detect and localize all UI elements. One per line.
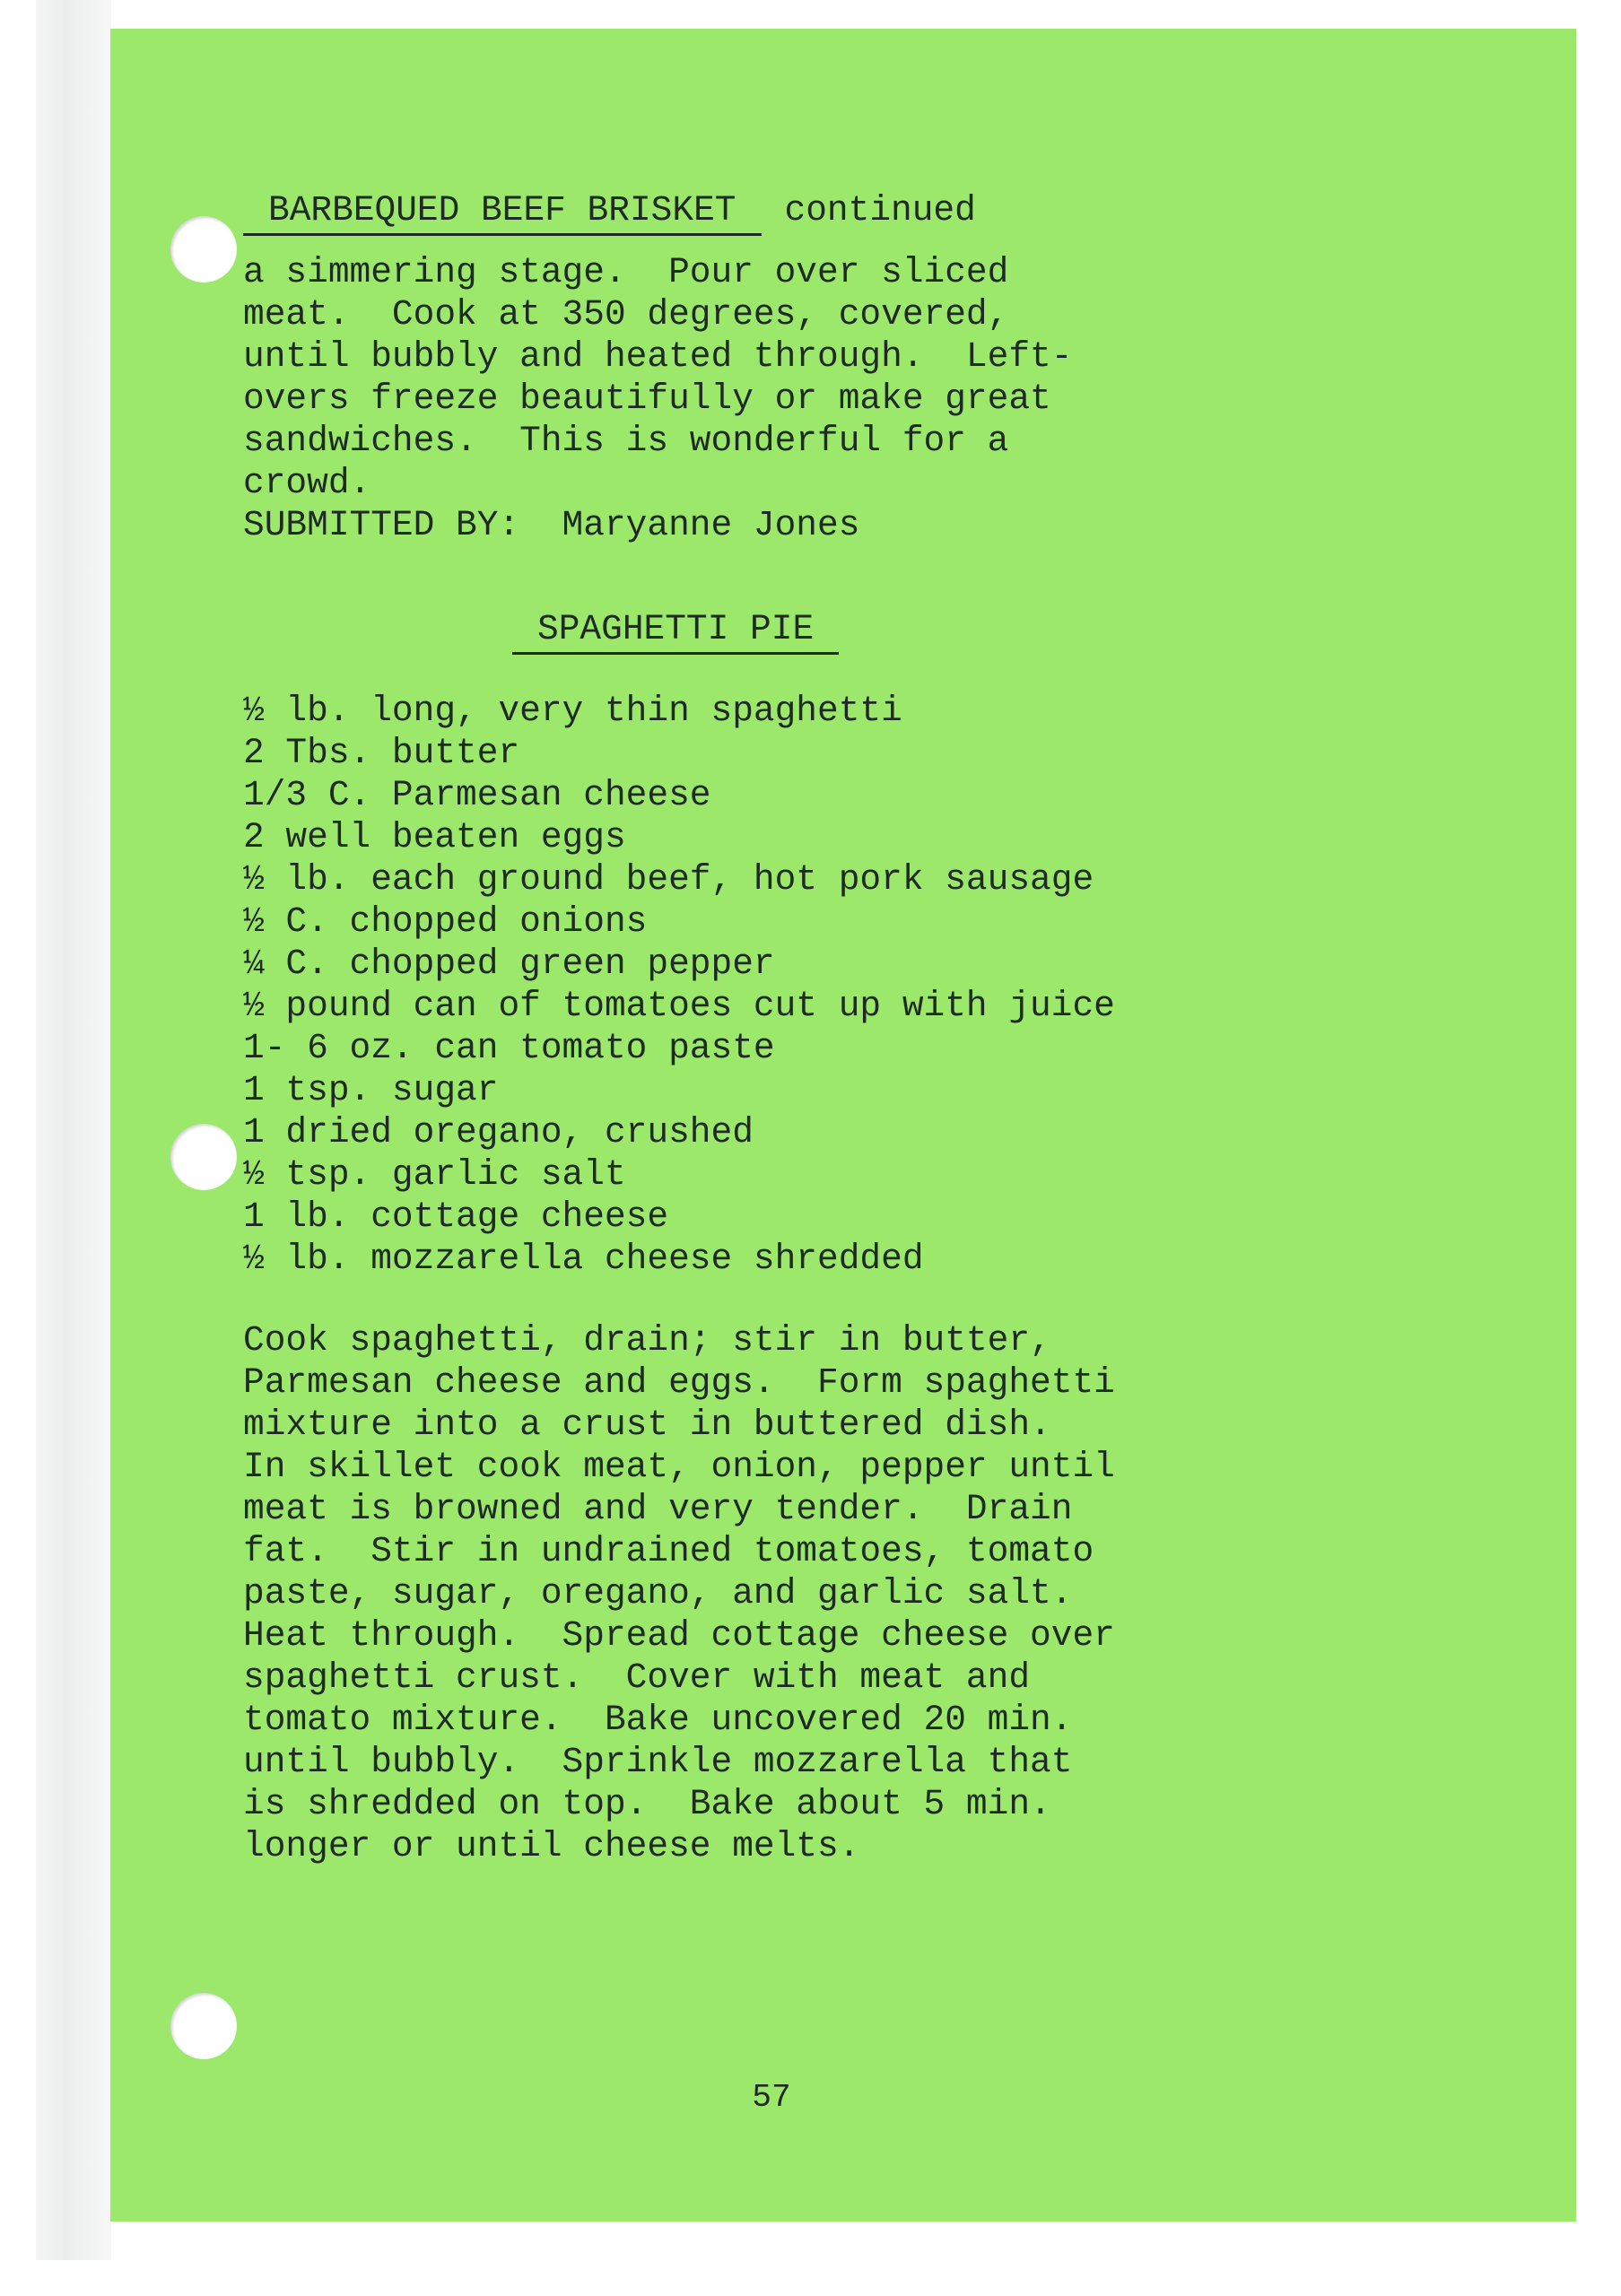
body-line: a simmering stage. Pour over sliced [243,252,1009,292]
page-number: 57 [752,2079,791,2116]
directions-line: In skillet cook meat, onion, pepper until [243,1447,1115,1487]
ingredient-item: 1 dried oregano, crushed [243,1112,754,1152]
directions [243,1319,1409,1867]
directions-line: spaghetti crust. Cover with meat and [243,1657,1031,1698]
directions-line: paste, sugar, oregano, and garlic salt. [243,1573,1073,1613]
ingredient-item: 1- 6 oz. can tomato paste [243,1028,775,1068]
ingredient-list [243,690,1409,1280]
directions-line: tomato mixture. Bake uncovered 20 min. [243,1700,1073,1740]
directions-line: meat is browned and very tender. Drain [243,1489,1073,1529]
recipe-text [243,188,1409,1867]
recipe1-title: BARBEQUED BEEF BRISKET [243,188,762,236]
ingredient-item: 1 lb. cottage cheese [243,1196,669,1237]
directions-line: Heat through. Spread cottage cheese over [243,1615,1115,1656]
body-line: until bubbly and heated through. Left- [243,336,1073,377]
directions-line: Parmesan cheese and eggs. Form spaghetti [243,1362,1115,1403]
punch-hole-top [170,216,237,283]
binding-edge [36,0,111,2260]
directions-line: is shredded on top. Bake about 5 min. [243,1784,1051,1824]
ingredient-item: ½ lb. long, very thin spaghetti [243,691,902,731]
ingredient-item: ½ pound can of tomatoes cut up with juice [243,986,1115,1026]
recipe1-body [243,251,1409,546]
ingredient-item: ¼ C. chopped green pepper [243,944,775,984]
ingredient-item: 2 well beaten eggs [243,817,626,857]
recipe2-title: SPAGHETTI PIE [512,607,839,655]
directions-line: longer or until cheese melts. [243,1826,860,1866]
ingredient-item: 1 tsp. sugar [243,1070,499,1110]
recipe2-heading [512,607,1409,657]
punch-hole-bottom [170,1993,237,2059]
ingredient-item: ½ lb. mozzarella cheese shredded [243,1239,924,1279]
body-line: sandwiches. This is wonderful for a [243,421,1009,461]
body-line: crowd. [243,463,371,503]
ingredient-item: ½ tsp. garlic salt [243,1154,626,1195]
directions-line: until bubbly. Sprinkle mozzarella that [243,1742,1073,1782]
punch-hole-middle [170,1124,237,1190]
directions-line: Cook spaghetti, drain; stir in butter, [243,1320,1051,1361]
recipe1-heading [243,188,1409,239]
submitted-by-line: SUBMITTED BY: Maryanne Jones [243,505,860,545]
recipe1-title-suffix: continued [784,190,976,230]
body-line: meat. Cook at 350 degrees, covered, [243,294,1009,335]
directions-line: fat. Stir in undrained tomatoes, tomato [243,1531,1094,1571]
ingredient-item: 1/3 C. Parmesan cheese [243,775,711,815]
ingredient-item: ½ C. chopped onions [243,901,648,942]
body-line: overs freeze beautifully or make great [243,378,1051,419]
directions-line: mixture into a crust in buttered dish. [243,1405,1051,1445]
ingredient-item: 2 Tbs. butter [243,733,520,773]
ingredient-item: ½ lb. each ground beef, hot pork sausage [243,859,1094,900]
